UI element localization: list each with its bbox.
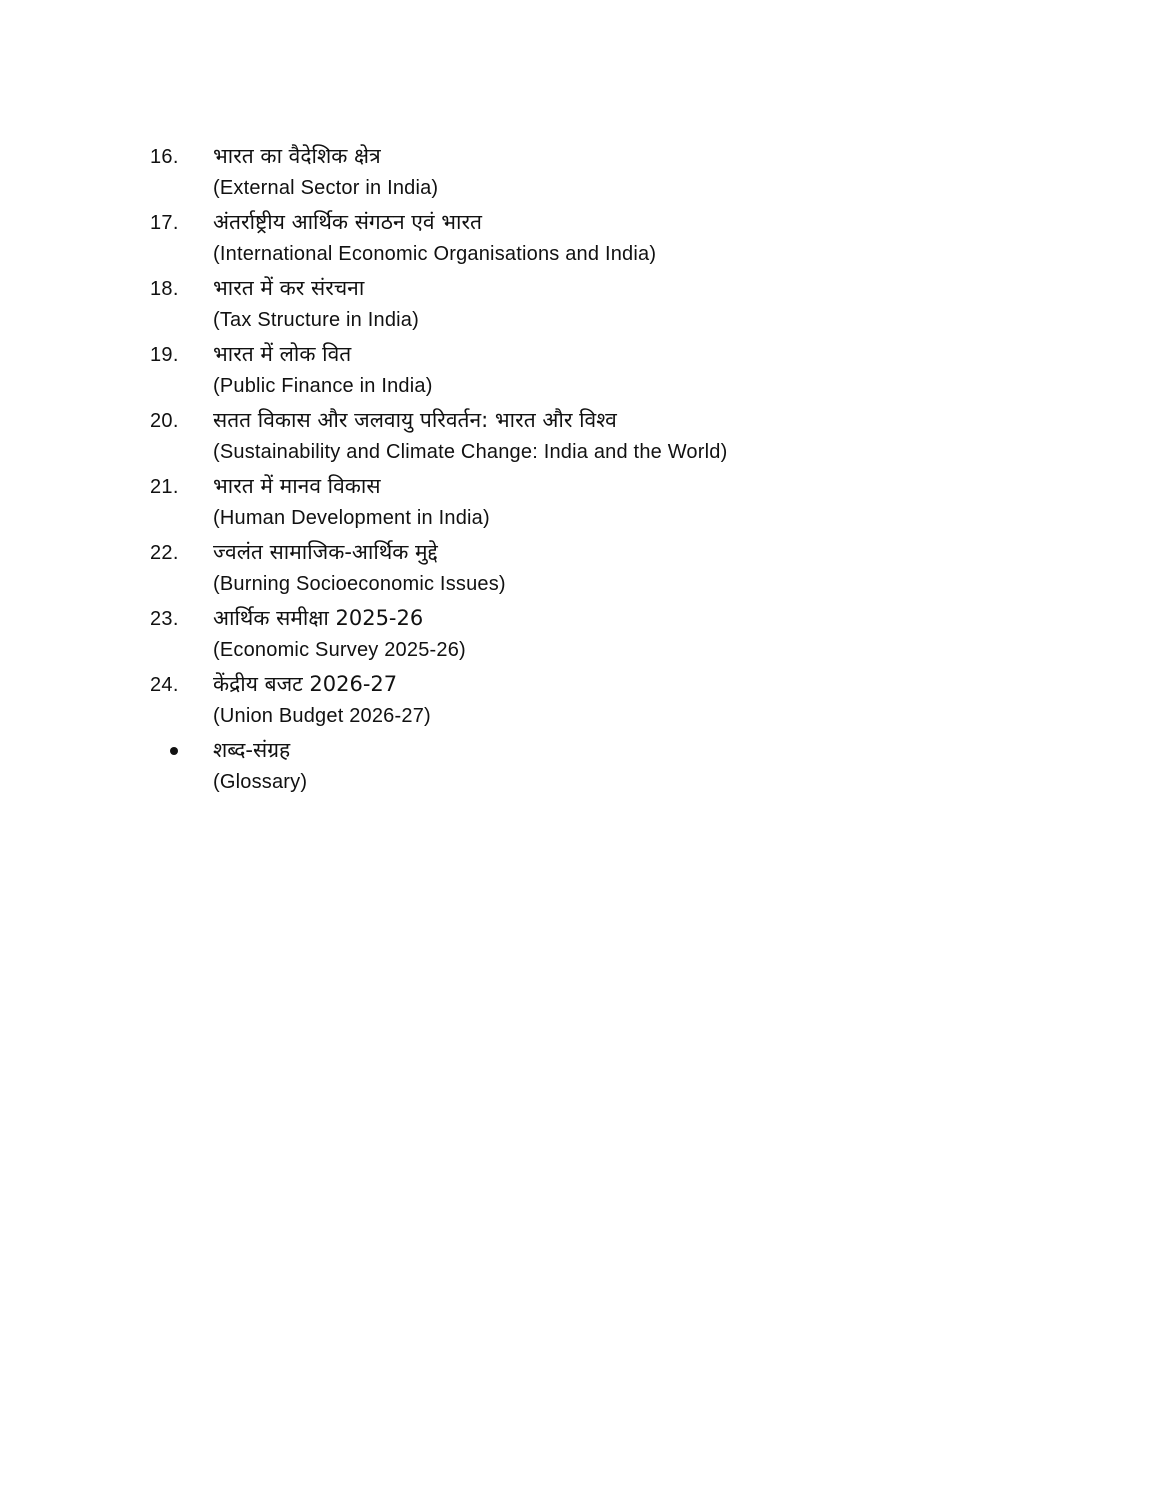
- entry-title-english: (Public Finance in India): [213, 375, 433, 397]
- entry-title-english: (Tax Structure in India): [213, 309, 419, 331]
- entry-title-hindi: भारत में मानव विकास: [213, 474, 381, 498]
- toc-entry-glossary: [150, 734, 910, 800]
- entry-title-english: (Burning Socioeconomic Issues): [213, 573, 506, 595]
- entry-number: 24.: [150, 674, 179, 696]
- entry-title-english: (Human Development in India): [213, 507, 490, 529]
- toc-entry-17: [150, 206, 910, 272]
- toc-entry-18: [150, 272, 910, 338]
- toc-entry-22: [150, 536, 910, 602]
- entry-title-hindi: आर्थिक समीक्षा 2025-26: [213, 606, 424, 630]
- entry-number: 22.: [150, 542, 179, 564]
- entry-title-hindi: भारत में कर संरचना: [213, 276, 365, 300]
- entry-number: 19.: [150, 344, 179, 366]
- entry-title-english: (International Economic Organisations and India): [213, 243, 657, 265]
- entry-title-hindi: सतत विकास और जलवायु परिवर्तन: भारत और विश्व: [213, 408, 617, 432]
- entry-title-english: (Union Budget 2026-27): [213, 705, 431, 727]
- toc-entry-20: [150, 404, 910, 470]
- entry-title-hindi: भारत में लोक वित: [213, 342, 352, 366]
- entry-title-hindi: केंद्रीय बजट 2026-27: [213, 672, 398, 696]
- entry-title-english: (External Sector in India): [213, 177, 439, 199]
- entry-title-hindi: भारत का वैदेशिक क्षेत्र: [213, 144, 381, 168]
- entry-title-english: (Sustainability and Climate Change: India and the World): [213, 441, 728, 463]
- entry-number: 21.: [150, 476, 179, 498]
- entry-number: 18.: [150, 278, 179, 300]
- entry-title-english: (Glossary): [213, 771, 308, 793]
- entry-number: 23.: [150, 608, 179, 630]
- entry-title-hindi: ज्वलंत सामाजिक-आर्थिक मुद्दे: [213, 540, 438, 564]
- entry-number: 20.: [150, 410, 179, 432]
- entry-number: 17.: [150, 212, 179, 234]
- toc-entry-23: [150, 602, 910, 668]
- entry-title-hindi: अंतर्राष्ट्रीय आर्थिक संगठन एवं भारत: [213, 210, 482, 234]
- bullet-icon: [170, 747, 178, 755]
- toc-entry-21: [150, 470, 910, 536]
- entry-title-hindi: शब्द-संग्रह: [213, 738, 291, 762]
- entry-number: 16.: [150, 146, 179, 168]
- toc-entry-24: [150, 668, 910, 734]
- table-of-contents: [150, 140, 910, 800]
- entry-title-english: (Economic Survey 2025-26): [213, 639, 466, 661]
- toc-entry-19: [150, 338, 910, 404]
- toc-entry-16: [150, 140, 910, 206]
